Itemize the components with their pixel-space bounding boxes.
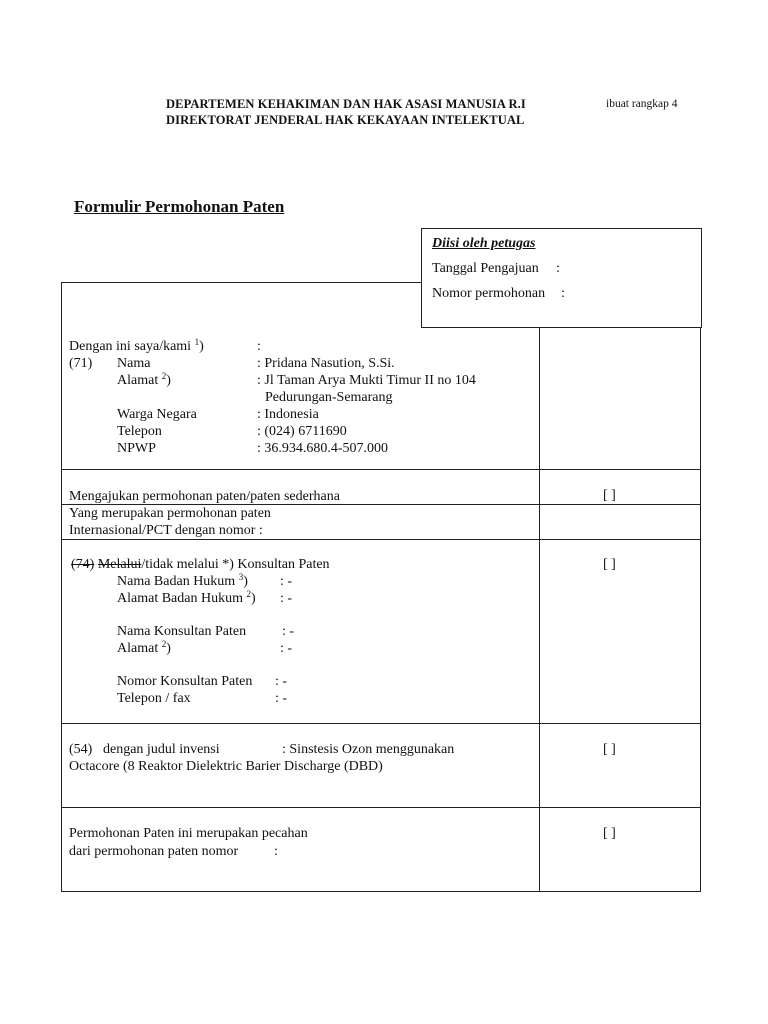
consultant-number-label: Nomor Konsultan Paten bbox=[117, 674, 253, 689]
applicant-citizenship-value[interactable]: : Indonesia bbox=[257, 407, 319, 422]
filing-date-field[interactable]: : bbox=[556, 261, 560, 276]
filing-date-label: Tanggal Pengajuan bbox=[432, 261, 539, 276]
application-number-field[interactable]: : bbox=[561, 286, 565, 301]
invention-code: (54) bbox=[69, 742, 93, 757]
officer-box-heading: Diisi oleh petugas bbox=[432, 236, 536, 251]
applicant-phone-value[interactable]: : (024) 6711690 bbox=[257, 424, 347, 439]
consultant-phone-value[interactable]: : - bbox=[275, 691, 288, 706]
applicant-intro: Dengan ini saya/kami $^1$) bbox=[69, 337, 204, 354]
department-heading: DEPARTEMEN KEHAKIMAN DAN HAK ASASI MANUSIA R.I bbox=[166, 97, 526, 111]
consultant-address-label: Alamat $^2$) bbox=[117, 639, 171, 656]
applicant-code: (71) bbox=[69, 356, 93, 371]
applicant-npwp-label: NPWP bbox=[117, 441, 156, 456]
request-checkbox[interactable]: [ ] bbox=[603, 488, 616, 503]
consultant-checkbox[interactable]: [ ] bbox=[603, 557, 616, 572]
copies-note: ibuat rangkap 4 bbox=[606, 98, 678, 110]
pct-number-field[interactable]: Internasional/PCT dengan nomor : bbox=[69, 523, 263, 538]
divisional-number-label: dari permohonan paten nomor bbox=[69, 844, 239, 859]
consultant-heading: (74) Melalui/tidak melalui *) Konsultan Paten bbox=[71, 557, 330, 572]
consultant-phone-label: Telepon / fax bbox=[117, 691, 191, 706]
pct-text: Yang merupakan permohonan paten bbox=[69, 506, 271, 521]
legal-entity-name-value[interactable]: : - bbox=[280, 574, 293, 589]
request-text: Mengajukan permohonan paten/paten sederhana bbox=[69, 489, 340, 504]
directorate-heading: DIREKTORAT JENDERAL HAK KEKAYAAN INTELEKTUAL bbox=[166, 113, 525, 127]
divisional-number-field[interactable]: : bbox=[274, 844, 278, 859]
invention-title-label: dengan judul invensi bbox=[103, 742, 220, 757]
invention-title-value-line2[interactable]: Octacore (8 Reaktor Dielektric Barier Discharge (DBD) bbox=[69, 759, 383, 774]
applicant-citizenship-label: Warga Negara bbox=[117, 407, 197, 422]
application-number-label: Nomor permohonan bbox=[432, 286, 546, 301]
officer-box bbox=[421, 228, 702, 328]
applicant-name-label: Nama bbox=[117, 356, 151, 371]
applicant-address-value[interactable]: : Jl Taman Arya Mukti Timur II no 104 bbox=[257, 373, 476, 388]
applicant-phone-label: Telepon bbox=[117, 424, 162, 439]
applicant-name-value[interactable]: : Pridana Nasution, S.Si. bbox=[257, 356, 395, 371]
form-title: Formulir Permohonan Paten bbox=[74, 197, 285, 216]
applicant-intro-sep: : bbox=[257, 339, 261, 354]
legal-entity-address-label: Alamat Badan Hukum $^2$) bbox=[117, 589, 256, 606]
consultant-address-value[interactable]: : - bbox=[280, 641, 293, 656]
consultant-name-label: Nama Konsultan Paten bbox=[117, 624, 247, 639]
legal-entity-name-label: Nama Badan Hukum $^3$) bbox=[117, 572, 248, 589]
applicant-address-value-line2[interactable]: Pedurungan-Semarang bbox=[265, 390, 393, 405]
applicant-npwp-value[interactable]: : 36.934.680.4-507.000 bbox=[257, 441, 389, 456]
consultant-name-value[interactable]: : - bbox=[282, 624, 295, 639]
divisional-checkbox[interactable]: [ ] bbox=[603, 826, 616, 841]
invention-checkbox[interactable]: [ ] bbox=[603, 742, 616, 757]
legal-entity-address-value[interactable]: : - bbox=[280, 591, 293, 606]
invention-title-value[interactable]: : Sinstesis Ozon menggunakan bbox=[282, 742, 455, 757]
applicant-address-label: Alamat $^2$) bbox=[117, 371, 171, 388]
consultant-number-value[interactable]: : - bbox=[275, 674, 288, 689]
divisional-text: Permohonan Paten ini merupakan pecahan bbox=[69, 826, 308, 841]
